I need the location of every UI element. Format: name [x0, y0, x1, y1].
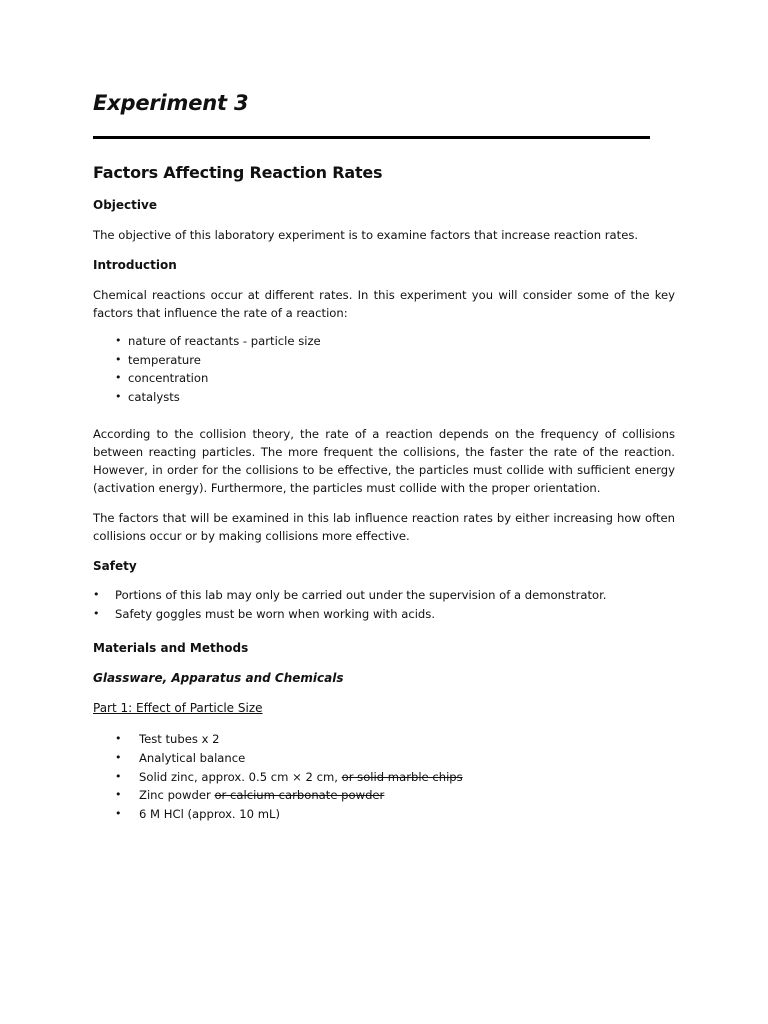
bullet-icon: • — [115, 390, 122, 404]
glassware-subheading: Glassware, Apparatus and Chemicals — [93, 671, 344, 686]
part1-heading: Part 1: Effect of Particle Size — [93, 701, 263, 716]
list-item: • concentration — [93, 369, 675, 388]
main-heading: Factors Affecting Reaction Rates — [93, 163, 383, 182]
bullet-icon: • — [115, 750, 122, 764]
list-item: • catalysts — [93, 388, 675, 407]
list-item: • Analytical balance — [93, 749, 675, 768]
factors-examined-paragraph: The factors that will be examined in this lab influence reaction rates by either increasing how often collisions occur or by making collisions more effective. — [93, 510, 675, 543]
bullet-icon: • — [115, 769, 122, 783]
introduction-paragraph-1: Chemical reactions occur at different rates. In this experiment you will consider some of the key factors that influence the rate of a reaction: — [93, 288, 675, 320]
materials-heading: Materials and Methods — [93, 641, 249, 656]
bullet-icon: • — [115, 807, 122, 821]
safety-list — [93, 586, 675, 623]
bullet-icon: • — [115, 371, 122, 385]
objective-text: The objective of this laboratory experiment is to examine factors that increase reaction rates. — [93, 228, 639, 242]
list-item: • 6 M HCl (approx. 10 mL) — [93, 805, 675, 824]
list-item: • Zinc powder or calcium carbonate powder — [93, 786, 675, 805]
struck-text: or calcium carbonate powder — [214, 788, 385, 803]
bullet-icon: • — [115, 732, 122, 746]
objective-heading: Objective — [93, 198, 157, 212]
safety-heading: Safety — [93, 558, 137, 573]
list-item: • Safety goggles must be worn when working with acids. — [93, 605, 675, 624]
list-item: • Portions of this lab may only be carried out under the supervision of a demonstrator. — [93, 586, 675, 605]
list-item: • Test tubes x 2 — [93, 730, 675, 749]
factors-list — [93, 332, 675, 407]
bullet-icon: • — [115, 788, 122, 802]
struck-text: or solid marble chips — [341, 769, 463, 784]
experiment-title: Experiment 3 — [93, 91, 249, 115]
bullet-icon: • — [93, 587, 100, 601]
bullet-icon: • — [115, 352, 122, 366]
list-item: • nature of reactants - particle size — [93, 332, 675, 351]
materials-list — [93, 730, 675, 824]
collision-theory-paragraph: According to the collision theory, the rate of a reaction depends on the frequency of collisions between reacting particles. The more frequent the collisions, the faster the rate of the reaction. However, in order for the collisions to be effective, the particles must collide with sufficient energy (activation energy). Furthermore, the particles must collide with the proper orientation. — [93, 426, 675, 495]
introduction-heading: Introduction — [93, 258, 177, 272]
document-page — [93, 88, 675, 824]
list-item: • Solid zinc, approx. 0.5 cm × 2 cm, or solid marble chips — [93, 768, 675, 787]
bullet-icon: • — [93, 606, 100, 620]
title-rule — [93, 136, 650, 139]
list-item: • temperature — [93, 351, 675, 370]
bullet-icon: • — [115, 334, 122, 347]
